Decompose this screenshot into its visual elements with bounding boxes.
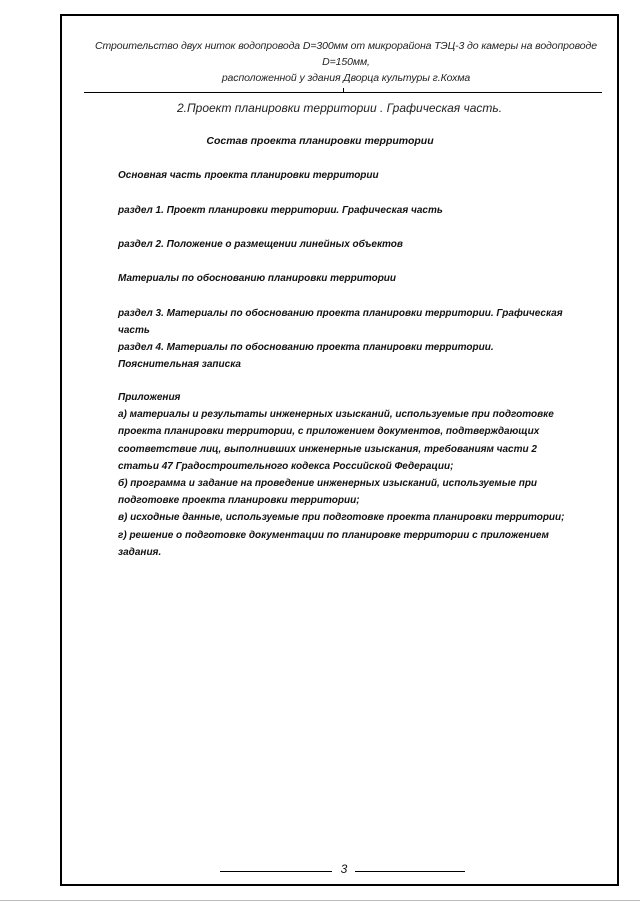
page-bottom-edge	[0, 900, 640, 901]
document-header	[76, 38, 616, 86]
list-item-main-part: Основная часть проекта планировки территории	[118, 170, 379, 181]
appendices-title: Приложения	[118, 392, 181, 403]
footer-rule-right	[355, 871, 465, 872]
footer-rule-left	[220, 871, 332, 872]
list-item-section-3: раздел 3. Материалы по обоснованию проекта планировки территории. Графическая часть	[118, 308, 563, 336]
list-item-materials: Материалы по обоснованию планировки территории	[118, 273, 397, 284]
header-divider	[84, 92, 602, 93]
appendix-a: а) материалы и результаты инженерных изысканий, используемые при подготовке проекта планировки территории, с приложением документов, подтверждающих соответствие лиц, выполнивших инженерные изыскания, требованиям части 2 статьи 47 Градостроительного кодекса Российской Федерации;	[118, 409, 554, 472]
appendix-b: б) программа и задание на проведение инженерных изысканий, используемые при подготовке проекта планировки территории;	[118, 478, 538, 507]
list-item-section-2: раздел 2. Положение о размещении линейных объектов	[118, 239, 403, 250]
appendix-v: в) исходные данные, используемые при подготовке проекта планировки территории;	[118, 512, 565, 524]
header-line-2: расположенной у здания Дворца культуры г.Кохма	[221, 72, 471, 84]
appendices-block	[118, 389, 588, 561]
composition-title: Состав проекта планировки территории	[206, 135, 434, 147]
header-line-1: Строительство двух ниток водопровода D=300мм от микрорайона ТЭЦ-3 до камеры на водопроводе D=150мм,	[95, 40, 597, 68]
list-item-section-1: раздел 1. Проект планировки территории. Графическая часть	[118, 205, 443, 216]
appendix-g: г) решение о подготовке документации по планировке территории с приложением задания.	[118, 529, 549, 558]
page-number: 3	[340, 862, 348, 876]
list-item-section-4: раздел 4. Материалы по обоснованию проекта планировки территории. Пояснительная записка	[118, 342, 494, 370]
header-divider-tick	[343, 88, 344, 92]
section-subtitle: 2.Проект планировки территории . Графическая часть.	[176, 101, 503, 115]
